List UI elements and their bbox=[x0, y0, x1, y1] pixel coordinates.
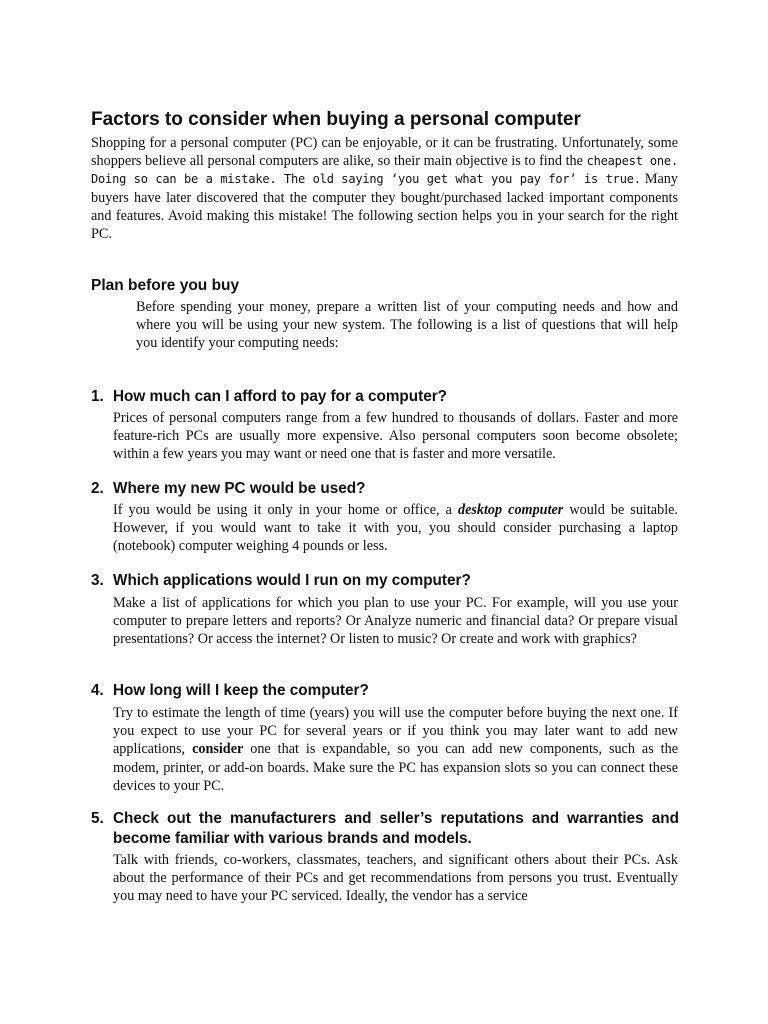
question-4-number: 4. bbox=[91, 682, 104, 699]
question-2-body bbox=[113, 501, 678, 556]
question-2-body-text-2: would be suitable. However, if you would want to take it with you, you should consider purchasing a laptop (notebook) computer weighing 4 pounds or less. bbox=[113, 502, 678, 555]
question-2-body-text-1: If you would be using it only in your home or office, a bbox=[113, 502, 458, 518]
plan-heading: Plan before you buy bbox=[91, 277, 240, 294]
question-4-body bbox=[113, 704, 678, 795]
intro-text-part-1: Shopping for a personal computer (PC) can be enjoyable, or it can be frustrating. Unfortunately, some shoppers believe all personal computers are alike, so their main objective is to find the bbox=[91, 135, 678, 170]
question-2-title: Where my new PC would be used? bbox=[113, 480, 366, 497]
question-3-title: Which applications would I run on my computer? bbox=[113, 572, 471, 589]
question-5-number: 5. bbox=[91, 810, 104, 827]
question-2-number: 2. bbox=[91, 480, 104, 497]
question-2-heading bbox=[91, 479, 679, 499]
intro-paragraph bbox=[91, 134, 678, 243]
desktop-computer-emphasis: desktop computer bbox=[457, 502, 564, 518]
question-5-body: Talk with friends, co-workers, classmates, teachers, and significant others about their PCs. Ask about the performance of their PCs and get recommendations from persons you trust. Eventually you may need to have your PC serviced. Ideally, the vendor has a service bbox=[113, 852, 678, 905]
question-1-body: Prices of personal computers range from a few hundred to thousands of dollars. Faster and more feature-rich PCs are usually more expensive. Also personal computers soon become obsolete; within a few years you may want or need one that is faster and more versatile. bbox=[113, 410, 678, 463]
question-3-number: 3. bbox=[91, 572, 104, 589]
question-4-body-text-2: one that is expandable, so you can add new components, such as the modem, printer, or add-on boards. Make sure the PC has expansion slots so you can connect these devices to your PC. bbox=[113, 741, 678, 794]
question-3-body: Make a list of applications for which you plan to use your PC. For example, will you use your computer to prepare letters and reports? Or Analyze numeric and financial data? Or prepare visual presentations? Or access the internet? Or listen to music? Or create and work with graphics? bbox=[113, 595, 678, 648]
intro-text-part-3: Many buyers have later discovered that the computer they bought/purchased lacked important components and features. Avoid making this mistake! The following section helps you in your search for the right PC. bbox=[91, 171, 678, 243]
question-1-heading bbox=[91, 387, 679, 407]
plan-paragraph: Before spending your money, prepare a written list of your computing needs and how and where you will be using your new system. The following is a list of questions that will help you identify your computing needs: bbox=[136, 299, 678, 352]
question-5-title: Check out the manufacturers and seller’s reputations and warranties and become familiar with various brands and models. bbox=[113, 810, 679, 847]
question-1-title: How much can I afford to pay for a computer? bbox=[113, 388, 448, 405]
question-5-heading bbox=[91, 809, 679, 849]
document-title: Factors to consider when buying a personal computer bbox=[91, 109, 581, 130]
consider-emphasis: consider bbox=[192, 741, 244, 758]
question-4-title: How long will I keep the computer? bbox=[113, 682, 369, 699]
question-4-heading bbox=[91, 681, 679, 701]
question-4-body-text-1: Try to estimate the length of time (years) you will use the computer before buying the next one. If you expect to use your PC for several years or if you think you may later want to add new applications, bbox=[113, 705, 678, 758]
question-1-number: 1. bbox=[91, 388, 104, 405]
question-3-heading bbox=[91, 571, 679, 591]
intro-text-part-2: cheapest one. Doing so can be a mistake. The old saying ‘you get what you pay for’ is true. bbox=[91, 154, 678, 187]
